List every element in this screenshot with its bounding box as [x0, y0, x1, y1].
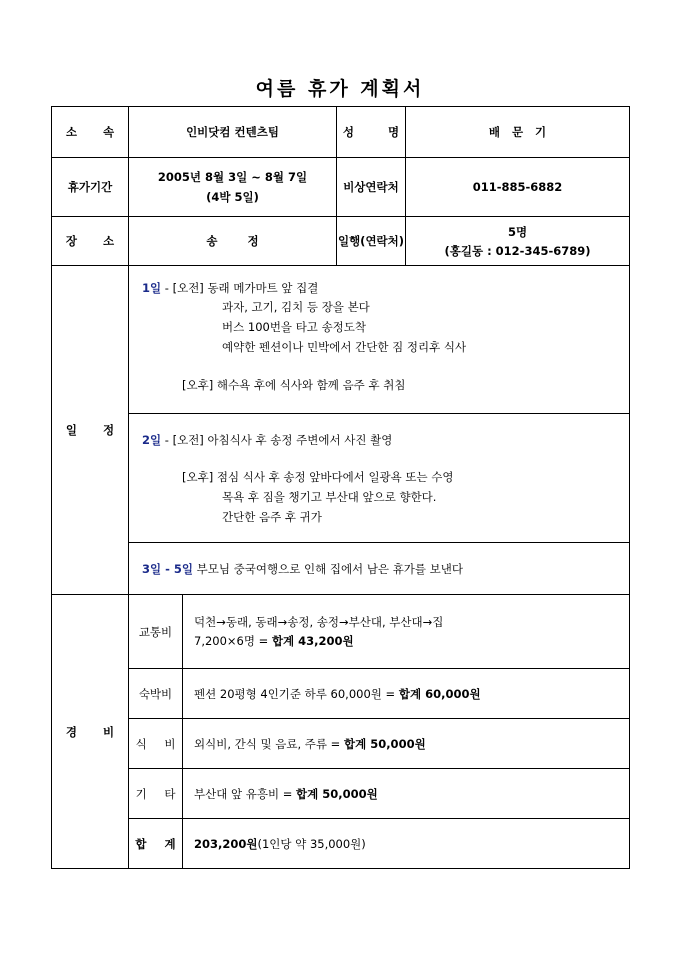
- other-total: 합계 50,000원: [296, 786, 378, 801]
- document-title: 여름 휴가 계획서: [255, 78, 425, 100]
- period-nights: (4박 5일): [206, 190, 259, 204]
- day2-pm-label: [오후]: [182, 470, 214, 484]
- day2-pm-line-3: 간단한 음주 후 귀가: [222, 510, 322, 524]
- expense-key-total: 합 계: [129, 819, 183, 869]
- day1-am-line-2: 과자, 고기, 김치 등 장을 본다: [222, 300, 370, 314]
- schedule-content: [129, 266, 630, 595]
- day1-am-line-4: 예약한 펜션이나 민박에서 간단한 짐 정리후 식사: [222, 340, 467, 354]
- info-row-place: [52, 217, 630, 266]
- lodging-formula: 펜션 20평형 4인기준 하루 60,000원 =: [194, 686, 399, 701]
- expense-row-transport: [52, 595, 630, 669]
- day2-pm-line-2: 목욕 후 짐을 챙기고 부산대 앞으로 향한다.: [222, 490, 437, 504]
- day2-separator: -: [161, 433, 173, 447]
- schedule-day-3-5: [129, 543, 629, 594]
- day2-pm-line-1: [182, 469, 454, 485]
- day1-number: 1일: [142, 281, 162, 295]
- day2-am-line-1: [142, 432, 392, 448]
- day1-am-text-1: 동래 메가마트 앞 집결: [207, 281, 319, 295]
- expense-row-total: [52, 819, 630, 869]
- schedule-row: [52, 266, 630, 595]
- day1-am-line-1: [142, 280, 318, 296]
- schedule-label: 일 정: [52, 266, 129, 595]
- day1-pm-text-1: 해수욕 후에 식사와 함께 음주 후 취침: [216, 378, 406, 392]
- period-dates: 2005년 8월 3일 ~ 8월 7일: [157, 170, 308, 184]
- info-row-affiliation: [52, 107, 630, 158]
- day1-pm-line-1: [182, 377, 405, 393]
- party-contact: (홍길동 : 012-345-6789): [444, 243, 591, 258]
- day2-pm-text-1: 점심 식사 후 송정 앞바다에서 일광욕 또는 수영: [216, 470, 454, 484]
- day2-am-label: [오전]: [172, 433, 204, 447]
- other-formula: 부산대 앞 유흥비 =: [194, 786, 297, 801]
- expense-value-lodging: [183, 669, 630, 719]
- expense-key-lodging: 숙박비: [129, 669, 183, 719]
- expense-key-transport: 교통비: [129, 595, 183, 669]
- expense-key-other: 기 타: [129, 769, 183, 819]
- affiliation-value: 인비닷컴 컨텐츠팀: [129, 107, 337, 158]
- expense-row-food: [52, 719, 630, 769]
- day1-am-line-3: 버스 100번을 타고 송정도착: [222, 320, 367, 334]
- transport-total: 합계 43,200원: [271, 633, 354, 648]
- emergency-value: 011-885-6882: [406, 158, 630, 217]
- day1-am-label: [오전]: [172, 281, 204, 295]
- food-formula: 외식비, 간식 및 음료, 주류 =: [194, 736, 344, 751]
- expense-key-food: 식 비: [129, 719, 183, 769]
- lodging-total: 합계 60,000원: [398, 686, 481, 701]
- schedule-day-2: [129, 414, 629, 543]
- grand-total: 203,200원: [194, 836, 258, 851]
- per-person-note: (1인당 약 35,000원): [257, 836, 366, 851]
- transport-formula: 7,200×6명 =: [194, 633, 272, 648]
- emergency-label: 비상연락처: [337, 158, 406, 217]
- expenses-label: 경 비: [52, 595, 129, 869]
- expense-row-lodging: [52, 669, 630, 719]
- day1-separator: -: [161, 281, 173, 295]
- day1-pm-label: [오후]: [182, 378, 214, 392]
- place-label: 장 소: [52, 217, 129, 266]
- party-value: [406, 217, 630, 266]
- food-total: 합계 50,000원: [343, 736, 426, 751]
- name-label: 성 명: [337, 107, 406, 158]
- day3-5-number: 3일 - 5일: [142, 562, 194, 576]
- expense-value-other: [183, 769, 630, 819]
- transport-route: 덕천→동래, 동래→송정, 송정→부산대, 부산대→집: [194, 614, 444, 629]
- place-value: 송 정: [129, 217, 337, 266]
- party-count: 5명: [507, 224, 528, 239]
- period-label: 휴가기간: [52, 158, 129, 217]
- expense-value-total: [183, 819, 630, 869]
- period-value: [129, 158, 337, 217]
- transport-calc: [194, 632, 629, 651]
- schedule-day-1: [129, 266, 629, 414]
- expense-value-transport: [183, 595, 630, 669]
- info-row-period: [52, 158, 630, 217]
- vacation-plan-table: [51, 106, 630, 869]
- affiliation-label: 소 속: [52, 107, 129, 158]
- day2-number: 2일: [142, 433, 162, 447]
- expense-row-other: [52, 769, 630, 819]
- expense-value-food: [183, 719, 630, 769]
- day2-am-text-1: 아침식사 후 송정 주변에서 사진 촬영: [207, 433, 393, 447]
- party-label: 일행(연락처): [337, 217, 406, 266]
- day3-text: 부모님 중국여행으로 인해 집에서 남은 휴가를 보낸다: [196, 562, 464, 576]
- day3-line: [142, 561, 463, 577]
- name-value: 배 문 기: [406, 107, 630, 158]
